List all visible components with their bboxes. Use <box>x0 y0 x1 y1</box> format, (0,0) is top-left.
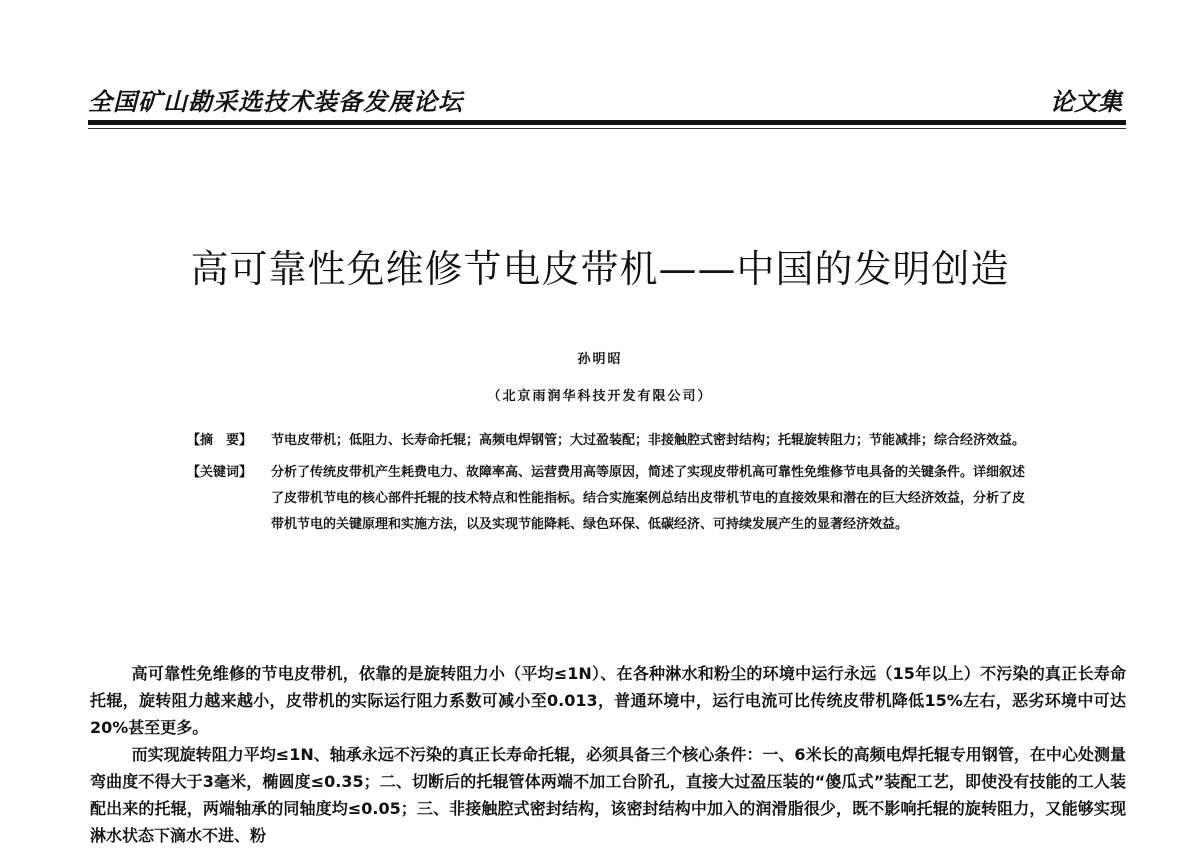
header-rule-thin <box>88 128 1126 129</box>
author-affiliation: （北京雨润华科技开发有限公司） <box>487 389 713 404</box>
header-rule <box>88 120 1126 125</box>
body-paragraph: 而实现旋转阻力平均≤1N、轴承永远不污染的真正长寿命托辊，必须具备三个核心条件：一、6米长的高频电焊托辊专用钢管，在中心处测量弯曲度不得大于3毫米，椭圆度≤0.35；二、切断后的托辊管体两端不加工台阶孔，直接大过盈压装的“傻瓜式”装配工艺，即使没有技能的工人装配出来的托辊，两端轴承的同轴度均≤0.05；三、非接触腔式密封结构，该密封结构中加入的润滑脂很少，既不影响托辊的旋转阻力，又能够实现淋水状态下滴水不进、粉 <box>90 745 1126 845</box>
body-paragraph: 高可靠性免维修的节电皮带机，依靠的是旋转阻力小（平均≤1N）、在各种淋水和粉尘的环境中运行永远（15年以上）不污染的真正长寿命托辊，旋转阻力越来越小，皮带机的实际运行阻力系数可减小至0.013，普通环境中，运行电流可比传统皮带机降低15%左右，恶劣环境中可达20%甚至更多。 <box>90 664 1126 737</box>
journal-header: 全国矿山勘采选技术装备发展论坛 <box>88 88 463 116</box>
body-text <box>90 660 1126 849</box>
abstract-row <box>187 428 1037 454</box>
collection-label: 论文集 <box>1050 88 1122 116</box>
keywords-text: 分析了传统皮带机产生耗费电力、故障率高、运营费用高等原因，简述了实现皮带机高可靠性免维修节电具备的关键条件。详细叙述了皮带机节电的核心部件托辊的技术特点和性能指标。结合实施案例总结出皮带机节电的直接效果和潜在的巨大经济效益，分析了皮带机节电的关键原理和实施方法，以及实现节能降耗、绿色环保、低碳经济、可持续发展产生的显著经济效益。 <box>271 465 1026 532</box>
abstract-section <box>187 428 1037 538</box>
keywords-row <box>187 460 1037 538</box>
author-name: 孙明昭 <box>577 352 623 367</box>
paper-title: 高可靠性免维修节电皮带机——中国的发明创造 <box>190 247 1010 291</box>
abstract-label: 【摘 要】 <box>187 433 253 448</box>
abstract-text: 节电皮带机；低阻力、长寿命托辊；高频电焊钢管；大过盈装配；非接触腔式密封结构；托辊旋转阻力；节能减排；综合经济效益。 <box>271 433 1026 448</box>
keywords-label: 【关键词】 <box>187 465 253 480</box>
